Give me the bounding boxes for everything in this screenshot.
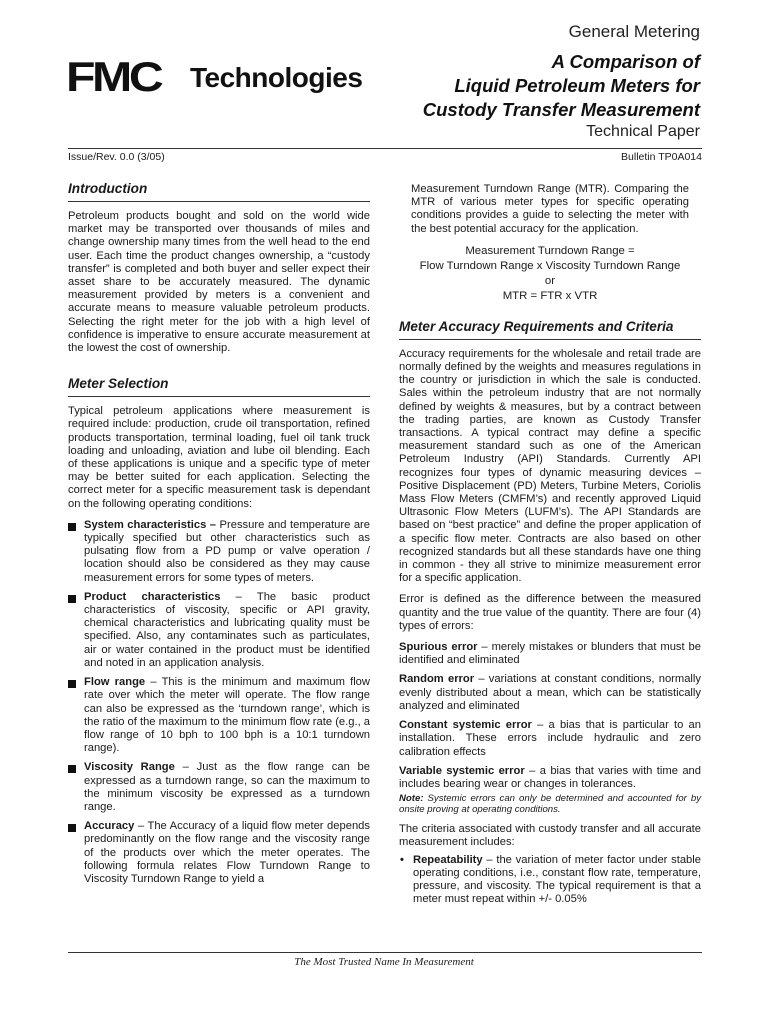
section-heading-meter-selection: Meter Selection [68,375,370,397]
list-item [68,591,370,670]
bullet-icon: • [400,853,404,866]
criteria-list [399,854,701,907]
operating-conditions-list [68,519,370,886]
accuracy-requirements-text: Accuracy requirements for the wholesale and retail trade are normally defined by the weights and measures regulations in the country or jurisdiction in which the sale is conducted. Sales within the petroleum industry that are not normally defined by weights & measures, but by a contract between the trading parties, are known as Custody Transfer transactions. A typical contract may define a specific measurement standard such as one of the American Petroleum Industry (API) Standards. Currently API recognizes four types of dynamic measuring devices – Positive Displacement (PD) Meters, Turbine Meters, Coriolis Mass Flow Meters (CMFM’s) and recently approved Liquid Ultrasonic Flow Meters (LUFM’s). The API Standards are based on “best practice” and define the proper application of a specific flow meter. Contracts are also based on other recognized standards but all these standards have one thing in common - they all strive to minimize measurement error for a specific application. [399,347,701,585]
list-item [68,519,370,585]
meter-selection-text: Typical petroleum applications where measurement is required include: production, crude oil transportation, refined products transportation, terminal loading, fuel oil tank truck loading and unloading, aviation and lube oil blending. Each of these applications is unique and a specific type of meter may be better suited for each application. Selecting the correct meter for a specific measurement task is dependant on the following operating conditions: [68,405,370,510]
meta-row [68,148,702,163]
square-bullet-icon [68,523,76,531]
list-item-term: Product characteristics [84,590,221,603]
systemic-error-note [399,793,701,815]
error-text: – a bias that varies with time and includes bearing wear or changes in tolerances. [399,764,701,790]
right-column [399,183,701,906]
document-title [423,50,700,122]
title-line: A Comparison of [551,51,700,72]
introduction-text: Petroleum products bought and sold on the world wide market may be transported over thousands of miles and change ownership many times from the well head to the end user. Each time the product changes ownership, a “custody transfer” is completed and both buyer and seller expect their asset share to be accurately measured. The dynamic measurement provided by meters is a convenient and accurate means to measure valuable petroleum products. Selecting the right meter for the job with a high level of confidence is imperative to ensure accurate measurement at the lowest the cost of ownership. [68,210,370,355]
criteria-intro-text: The criteria associated with custody transfer and all accurate measurement includes: [399,823,701,849]
list-item-text: – This is the minimum and maximum flow rate over which the meter will operate. The flow range can also be expressed as the ‘turndown range’, which is the ratio of the maximum to the minimum flow rate (e.g., a flow range of 10 bph to 100 bph is a 10:1 turndown range). [84,676,371,755]
square-bullet-icon [68,680,76,688]
formula-line: MTR = FTR x VTR [502,289,598,302]
formula-line: Measurement Turndown Range = [465,244,635,257]
section-heading-accuracy-requirements: Meter Accuracy Requirements and Criteria [399,318,701,340]
list-item-text: – The basic product characteristics of viscosity, specific or API gravity, chemical characteristics and lubricating quality must be specified. Also, any contaminates such as particulates, air or water contained in the product must be identified and noted in an application analysis. [84,590,370,669]
criteria-term: Repeatability [413,853,483,866]
error-text: – a bias that is particular to an installation. These errors include hydraulic and zero calibration effects [399,719,701,758]
formula-line: or [544,274,556,287]
formula-line: Flow Turndown Range x Viscosity Turndown Range [419,259,681,272]
error-term: Constant systemic error [399,719,532,732]
square-bullet-icon [68,595,76,603]
list-item [68,820,370,886]
note-text: Systemic errors can only be determined and accounted for by onsite proving at operating conditions. [399,793,701,816]
footer-divider [68,952,702,953]
list-item-text: – The Accuracy of a liquid flow meter depends predominantly on the flow range and the viscosity range of the products over which the meter operates. The following formula relates Flow Turndown Range to Viscosity Turndown Range to yield a [84,820,370,885]
square-bullet-icon [68,824,76,832]
footer-tagline: The Most Trusted Name In Measurement [294,956,474,968]
mtr-intro-text: Measurement Turndown Range (MTR). Comparing the MTR of various meter types for specific operating conditions provides a guide to selecting the meter with the best potential accuracy for the application. [411,183,689,235]
title-line: Liquid Petroleum Meters for [454,75,700,96]
list-item-term: Viscosity Range [84,761,175,774]
section-heading-introduction: Introduction [68,180,370,202]
error-text: – variations at constant conditions, normally evenly distributed about a mean, which can be statistically analyzed and eliminated [399,673,701,712]
left-column [68,180,370,892]
error-type [399,765,701,791]
criteria-text: – the variation of meter factor under stable operating conditions, i.e., constant flow rate, temperature, pressure, and viscosity. The typical requirement is that a meter must repeat within +/- 0.05% [413,853,701,906]
bulletin-number: Bulletin TP0A014 [621,151,702,163]
list-item-term: Flow range [84,676,146,689]
error-definition-text: Error is defined as the difference between the measured quantity and the true value of the quantity. There are four (4) types of errors: [399,593,701,632]
list-item-text: – Just as the flow range can be expressed as a turndown range, so can the maximum to the minimum viscosity be expressed as a turndown range. [84,761,370,813]
error-text: – merely mistakes or blunders that must be identified and eliminated [399,641,701,667]
error-type [399,641,701,667]
error-term: Variable systemic error [399,764,525,777]
logo-wordmark: Technologies [190,62,363,93]
note-label: Note: [399,793,424,805]
mtr-formula [399,244,701,304]
error-term: Spurious error [399,641,478,654]
logo-mark: FMC [66,53,161,100]
error-term: Random error [399,673,475,686]
title-line: Custody Transfer Measurement [422,99,700,120]
issue-revision: Issue/Rev. 0.0 (3/05) [68,151,165,163]
company-logo [66,54,371,100]
list-item [68,761,370,814]
document-category: General Metering [568,22,700,41]
list-item [68,676,370,755]
list-item-text: Pressure and temperature are typically specified but other characteristics such as pulsating flow from a PD pump or valve operation / location should also be considered as they may cause measurement errors for some types of meters. [84,518,370,584]
error-type [399,719,701,759]
error-type [399,673,701,713]
square-bullet-icon [68,765,76,773]
list-item [399,854,701,907]
list-item-term: System characteristics – [84,518,217,531]
list-item-term: Accuracy [84,820,135,833]
document-type: Technical Paper [586,123,700,140]
